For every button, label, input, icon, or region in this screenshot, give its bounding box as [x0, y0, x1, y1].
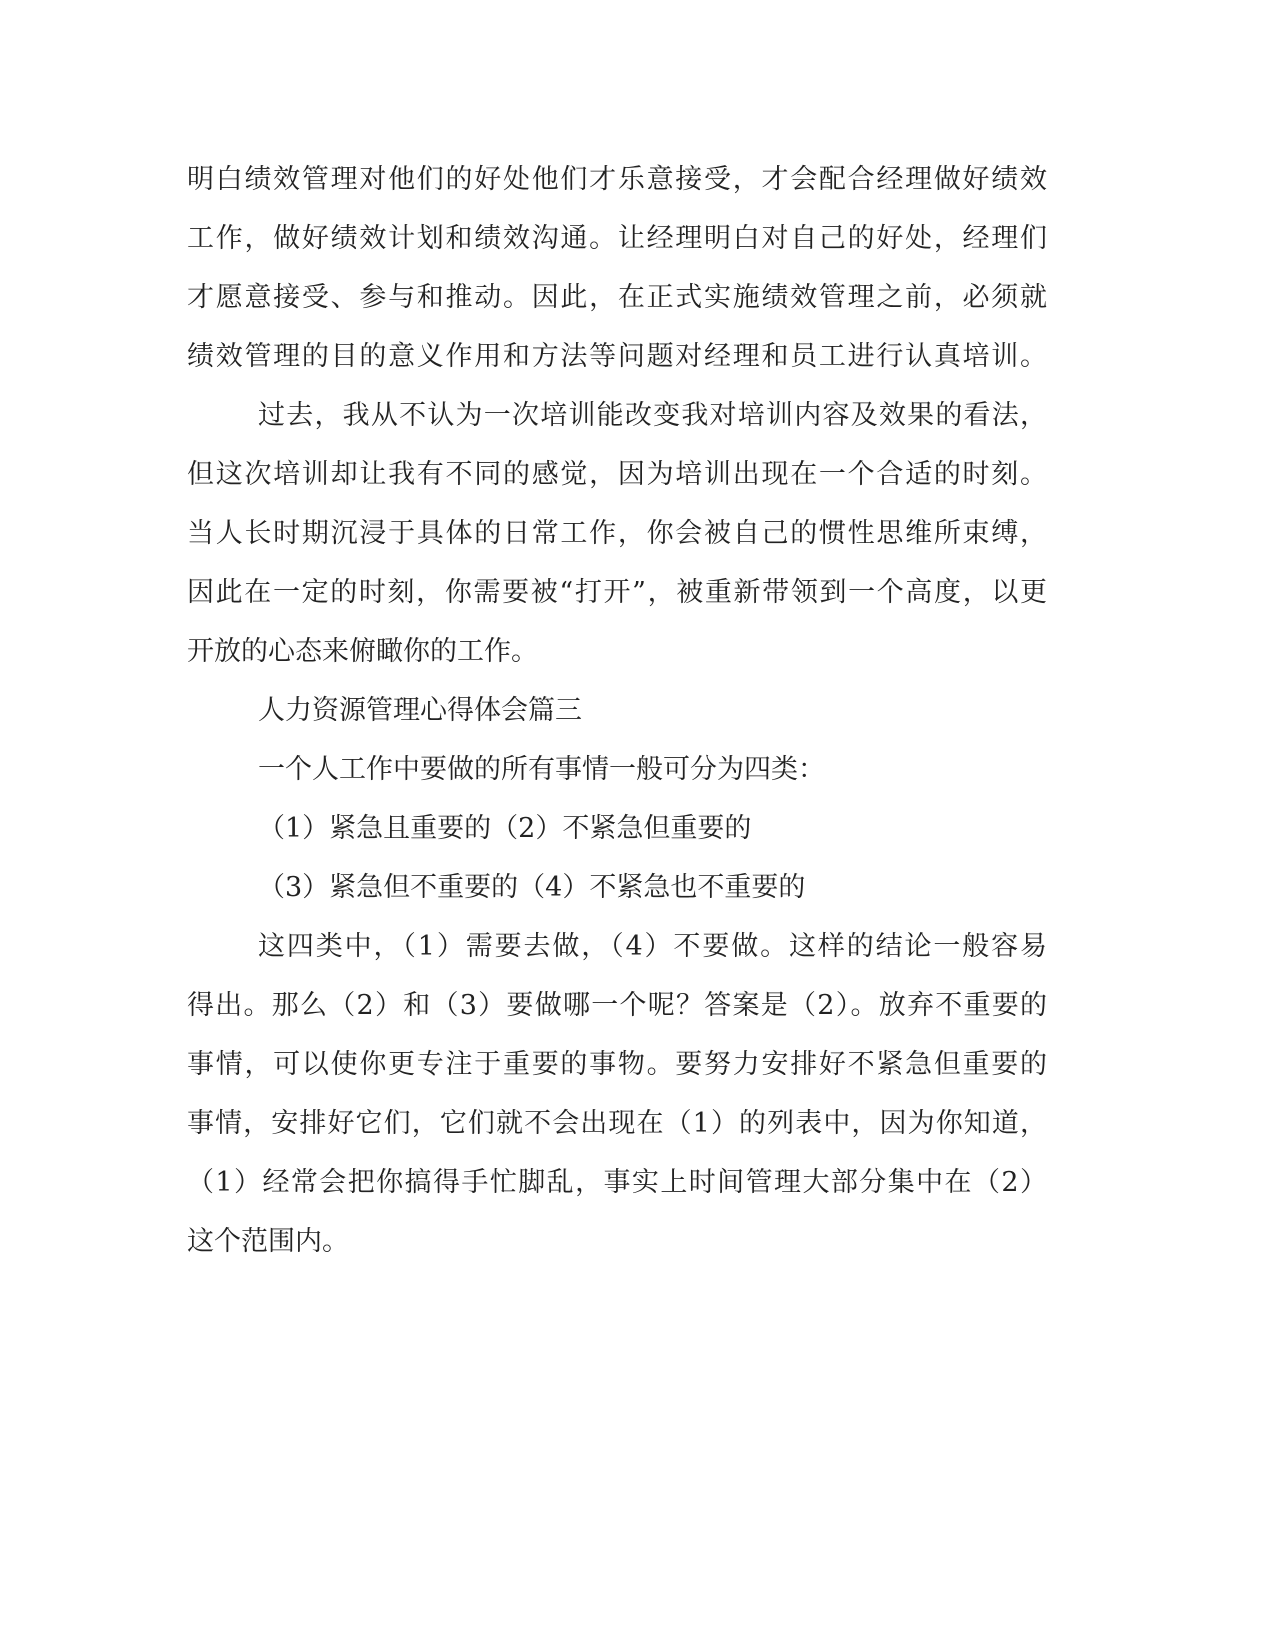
paragraph-line: 开放的心态来俯瞰你的工作。: [187, 636, 538, 667]
paragraph-line: 这个范围内。: [187, 1226, 349, 1257]
list-item: （1）紧急且重要的（2）不紧急但重要的: [258, 813, 752, 844]
paragraph-line: 明白绩效管理对他们的好处他们才乐意接受，才会配合经理做好绩效: [187, 164, 1047, 195]
paragraph-line: （1）经常会把你搞得手忙脚乱，事实上时间管理大部分集中在（2）: [187, 1167, 1047, 1198]
section-heading: 人力资源管理心得体会篇三: [258, 695, 582, 726]
paragraph-line: 才愿意接受、参与和推动。因此，在正式实施绩效管理之前，必须就: [187, 282, 1047, 313]
paragraph-line: 一个人工作中要做的所有事情一般可分为四类：: [258, 754, 825, 785]
paragraph-line: 过去，我从不认为一次培训能改变我对培训内容及效果的看法，: [258, 400, 1047, 431]
paragraph-line: 当人长时期沉浸于具体的日常工作，你会被自己的惯性思维所束缚，: [187, 518, 1047, 549]
paragraph-line: 事情，安排好它们，它们就不会出现在（1）的列表中，因为你知道，: [187, 1108, 1047, 1139]
paragraph-line: 这四类中，（1）需要去做，（4）不要做。这样的结论一般容易: [258, 931, 1047, 962]
paragraph-line: 事情，可以使你更专注于重要的事物。要努力安排好不紧急但重要的: [187, 1049, 1047, 1080]
paragraph-line: 工作，做好绩效计划和绩效沟通。让经理明白对自己的好处，经理们: [187, 223, 1047, 254]
paragraph-line: 但这次培训却让我有不同的感觉，因为培训出现在一个合适的时刻。: [187, 459, 1047, 490]
list-item: （3）紧急但不重要的（4）不紧急也不重要的: [258, 872, 806, 903]
paragraph-line: 得出。那么（2）和（3）要做哪一个呢？答案是（2）。放弃不重要的: [187, 990, 1047, 1021]
paragraph-line: 绩效管理的目的意义作用和方法等问题对经理和员工进行认真培训。: [187, 341, 1047, 372]
paragraph-line: 因此在一定的时刻，你需要被“打开”，被重新带领到一个高度，以更: [187, 577, 1047, 608]
